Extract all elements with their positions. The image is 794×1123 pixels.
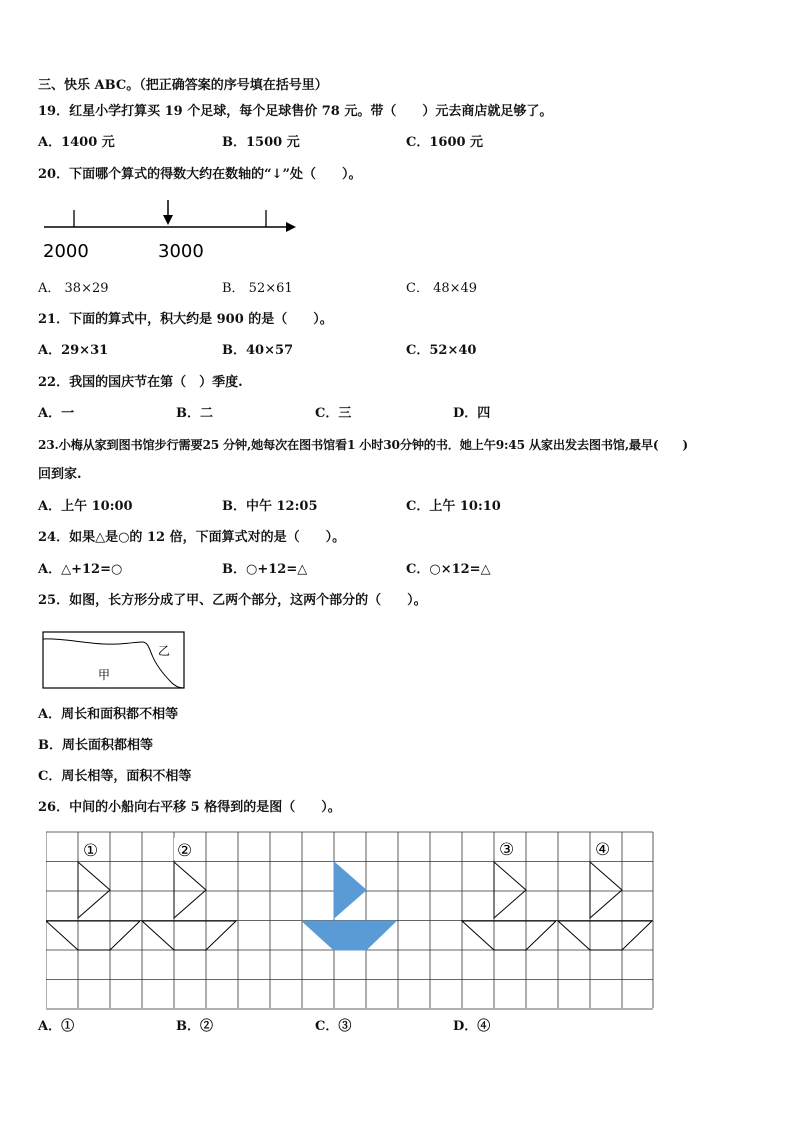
q22-option-a[interactable]: A．一	[38, 406, 75, 421]
original-boat-hull	[302, 921, 396, 950]
q20-option-b[interactable]: B． 52×61	[222, 281, 293, 296]
boat-1-sail	[78, 862, 110, 918]
boat-1-hull	[46, 921, 140, 950]
boat-3-hull	[462, 921, 556, 950]
q26-option-a[interactable]: A．①	[38, 1019, 75, 1034]
q24-option-b[interactable]: B．○+12=△	[222, 562, 308, 577]
q25-option-b[interactable]: B．周长面积都相等	[38, 738, 153, 753]
boat-4-hull	[558, 921, 652, 950]
question-21-text: 21．下面的算式中，积大约是 900 的是（ ）。	[38, 312, 333, 327]
q19-option-a[interactable]: A．1400 元	[38, 135, 115, 150]
down-arrow-head	[163, 215, 173, 225]
label-2000: 2000	[43, 241, 89, 262]
rectangle-division-figure	[42, 631, 186, 691]
original-boat	[302, 862, 396, 950]
question-25-text: 25．如图，长方形分成了甲、乙两个部分，这两个部分的（ ）。	[38, 593, 427, 608]
question-20-text: 20．下面哪个算式的得数大约在数轴的“↓”处（ ）。	[38, 167, 362, 182]
q25-option-a[interactable]: A．周长和面积都不相等	[38, 707, 179, 722]
q23-option-b[interactable]: B．中午 12:05	[222, 499, 318, 514]
q25-option-c[interactable]: C．周长相等，面积不相等	[38, 769, 192, 784]
boat-option-3	[462, 862, 556, 950]
label-yi: 乙	[158, 644, 171, 658]
boat-grid-figure	[46, 830, 658, 1010]
boat-2-hull	[142, 921, 236, 950]
q26-option-b[interactable]: B．②	[176, 1019, 213, 1034]
original-boat-sail	[334, 862, 366, 918]
label-circled-3: ③	[499, 840, 515, 860]
q19-option-b[interactable]: B．1500 元	[222, 135, 300, 150]
q23-option-c[interactable]: C．上午 10:10	[406, 499, 501, 514]
number-line-figure	[38, 196, 308, 266]
label-circled-2: ②	[177, 841, 193, 861]
q21-option-b[interactable]: B．40×57	[222, 343, 294, 358]
question-24-text: 24．如果△是○的 12 倍，下面算式对的是（ ）。	[38, 530, 346, 545]
question-19-text: 19．红星小学打算买 19 个足球，每个足球售价 78 元。带（ ）元去商店就足够了。	[38, 104, 553, 119]
q26-option-d[interactable]: D．④	[453, 1019, 491, 1034]
label-circled-4: ④	[595, 840, 611, 860]
number-line-arrowhead	[286, 222, 296, 232]
q24-option-a[interactable]: A．△+12=○	[38, 562, 123, 577]
section-title: 三、快乐 ABC。（把正确答案的序号填在括号里）	[38, 78, 328, 93]
question-23-text-line2: 回到家.	[38, 467, 82, 482]
label-3000: 3000	[158, 241, 204, 262]
boat-option-4	[558, 862, 652, 950]
q20-option-c[interactable]: C． 48×49	[406, 281, 478, 296]
boat-option-1	[46, 862, 140, 950]
q23-option-a[interactable]: A．上午 10:00	[38, 499, 133, 514]
q22-option-d[interactable]: D．四	[453, 406, 491, 421]
rectangle-outline	[43, 632, 184, 688]
q21-option-c[interactable]: C．52×40	[406, 343, 477, 358]
q20-option-a[interactable]: A． 38×29	[38, 281, 109, 296]
boat-4-sail	[590, 862, 622, 918]
boat-3-sail	[494, 862, 526, 918]
question-22-text: 22．我国的国庆节在第（ ）季度.	[38, 375, 243, 390]
question-26-text: 26．中间的小船向右平移 5 格得到的是图（ ）。	[38, 800, 341, 815]
question-23-text-line1: 23.小梅从家到图书馆步行需要25 分钟,她每次在图书馆看1 小时30分钟的书．她上午9:45 从家出发去图书馆,最早( )	[38, 438, 688, 452]
q19-option-c[interactable]: C．1600 元	[406, 135, 484, 150]
q24-option-c[interactable]: C．○×12=△	[406, 562, 491, 577]
label-jia: 甲	[98, 668, 111, 682]
q22-option-b[interactable]: B．二	[176, 406, 213, 421]
q22-option-c[interactable]: C．三	[315, 406, 352, 421]
label-circled-1: ①	[83, 841, 99, 861]
boat-2-sail	[174, 862, 206, 918]
boat-option-2	[142, 862, 236, 950]
q26-option-c[interactable]: C．③	[315, 1019, 352, 1034]
q21-option-a[interactable]: A．29×31	[38, 343, 109, 358]
